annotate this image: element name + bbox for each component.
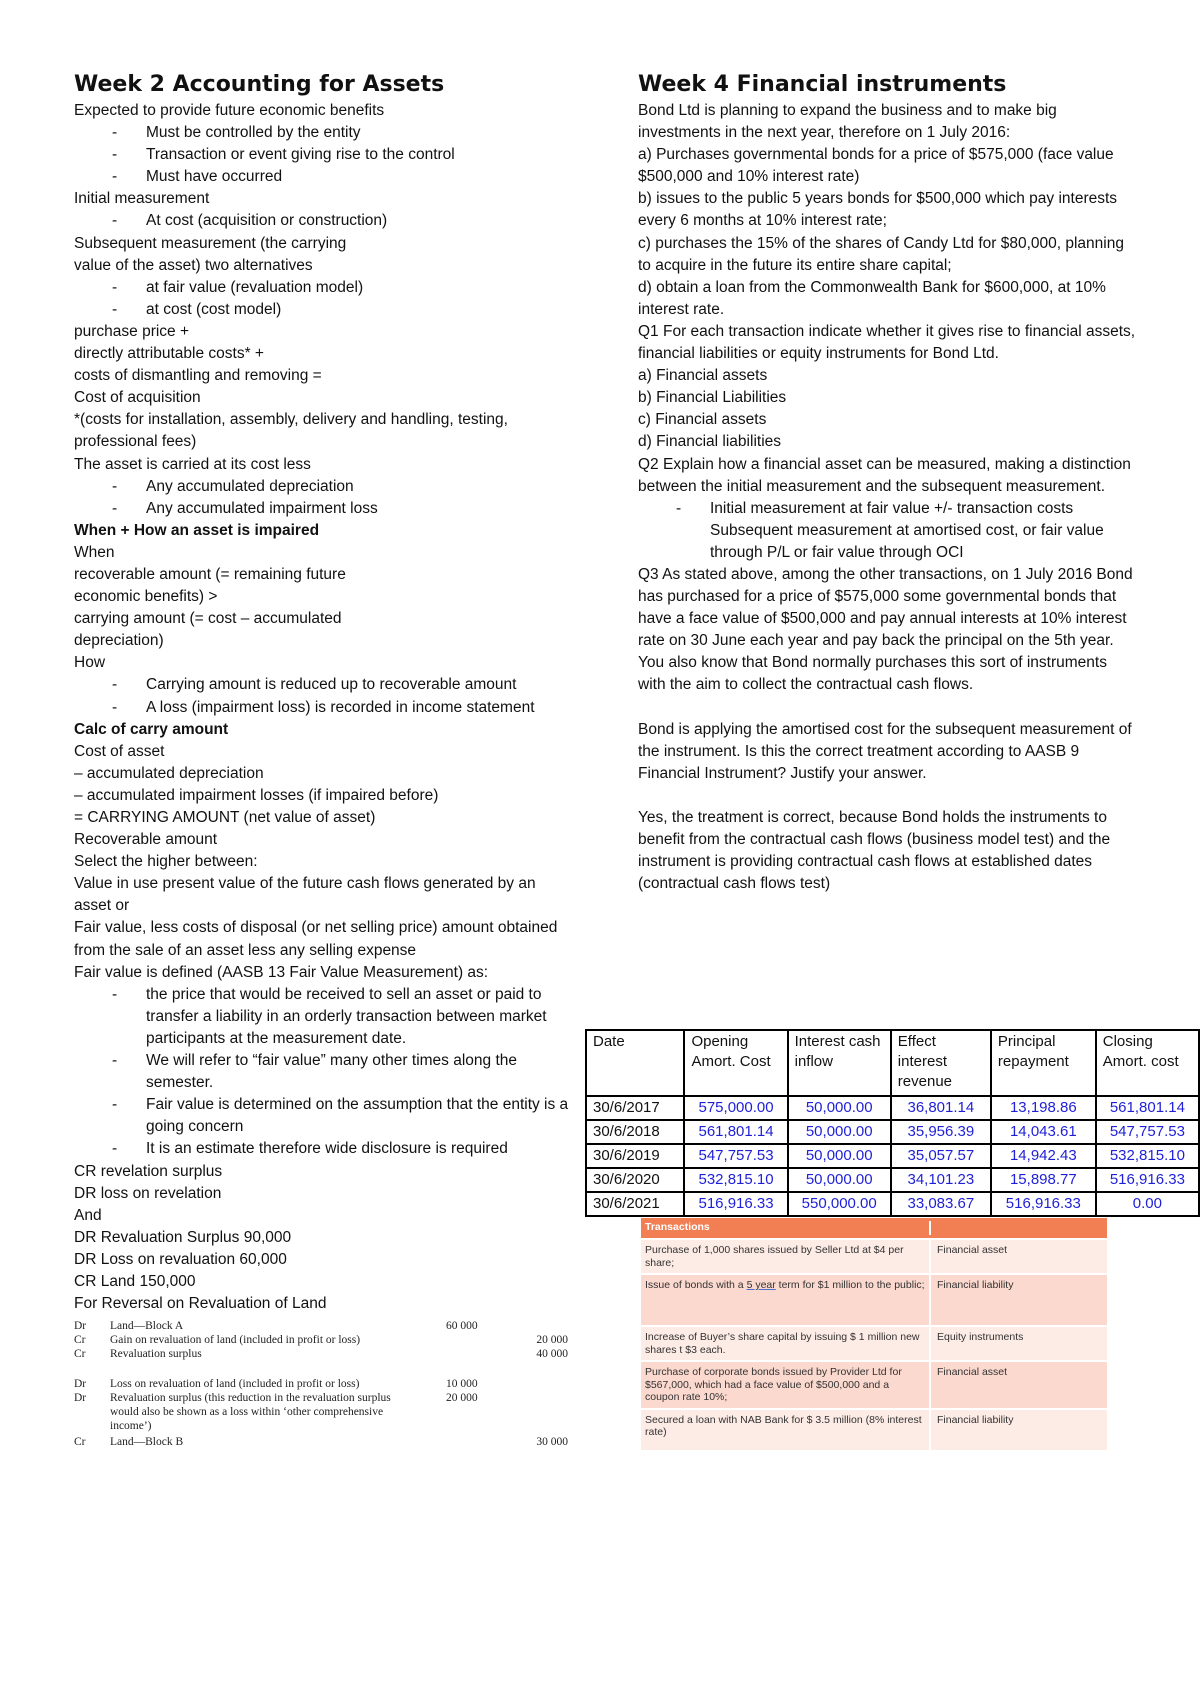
right-column xyxy=(638,72,1138,895)
list-item: - Must be controlled by the entity xyxy=(74,122,574,144)
list-item: - It is an estimate therefore wide disclosure is required xyxy=(74,1138,666,1160)
transactions-header xyxy=(641,1218,1107,1238)
table-cell: 15,898.77 xyxy=(991,1168,1096,1192)
transaction-type: Financial liability xyxy=(937,1279,1014,1291)
text-line: Cost of acquisition xyxy=(74,389,201,407)
journal-credit xyxy=(506,1319,568,1333)
subsequent-measurement-list xyxy=(74,277,574,321)
table-cell: 561,801.14 xyxy=(1096,1096,1199,1120)
list-item: - at fair value (revaluation model) xyxy=(74,277,574,299)
transaction-item: c) purchases the 15% of the shares of Candy Ltd for $80,000, planning to acquire in the future its entire share capital; xyxy=(638,234,1124,274)
journal-credit xyxy=(506,1377,568,1391)
journal-row xyxy=(74,1377,574,1391)
text-line: Fair value, less costs of disposal (or net selling price) amount obtained from the sale of an asset less any selling expense xyxy=(74,919,558,959)
transaction-desc-text: Issue of bonds with a xyxy=(645,1279,747,1291)
initial-measurement-heading: Initial measurement xyxy=(74,190,210,208)
transaction-type: Financial asset xyxy=(937,1366,1008,1378)
list-item: - at cost (cost model) xyxy=(74,299,574,321)
question-1: Q1 For each transaction indicate whether it gives rise to financial assets, financial liabilities or equity instruments for Bond Ltd. xyxy=(638,322,1136,363)
list-item: - the price that would be received to sell an asset or paid to transfer a liability in an orderly transaction between market participants at the measurement date. xyxy=(74,984,574,1050)
journal-credit: 40 000 xyxy=(536,1348,568,1361)
journal-dc: Cr xyxy=(74,1436,86,1449)
journal-dc: Cr xyxy=(74,1334,86,1347)
journal-row xyxy=(74,1319,574,1333)
transaction-desc-text: Increase of Buyer’s share capital by issuing $ 1 million new shares t $3 each. xyxy=(645,1331,920,1356)
table-cell: 575,000.00 xyxy=(684,1096,787,1120)
journal-credit: 20 000 xyxy=(536,1334,568,1347)
journal-debit: 10 000 xyxy=(446,1378,478,1391)
impairment-how-list xyxy=(74,674,574,718)
q1-answer: a) Financial assets xyxy=(638,367,768,385)
week2-title: Week 2 Accounting for Assets xyxy=(74,72,445,97)
table-row xyxy=(586,1192,1199,1216)
transaction-desc xyxy=(641,1362,931,1408)
col-header: Closing Amort. cost xyxy=(1096,1030,1199,1096)
journal-row xyxy=(74,1435,574,1449)
list-item: - Any accumulated depreciation xyxy=(74,476,574,498)
question-3: Q3 As stated above, among the other transactions, on 1 July 2016 Bond has purchased for a price of $575,000 some governmental bonds that have a face value of $500,000 and pay annual interests at 10% interest rate on 30 June each year and pay back the principal on the 5th year. xyxy=(638,565,1133,650)
journal-credit xyxy=(506,1391,568,1433)
q2-answer-list xyxy=(638,498,1138,564)
text-line: DR Loss on revaluation 60,000 xyxy=(74,1250,287,1268)
journal-row xyxy=(74,1333,574,1347)
list-item: - We will refer to “fair value” many other times along the semester. xyxy=(74,1050,574,1094)
text-line: When xyxy=(74,543,115,561)
table-header-row xyxy=(586,1030,1199,1096)
journal-debit xyxy=(446,1435,506,1449)
table-cell: 516,916.33 xyxy=(991,1192,1096,1216)
date-cell: 30/6/2019 xyxy=(586,1144,684,1168)
amortisation-table xyxy=(585,1029,1200,1217)
journal-dc: Dr xyxy=(74,1378,87,1391)
table-cell: 33,083.67 xyxy=(891,1192,991,1216)
col-header: Effect interest revenue xyxy=(891,1030,991,1096)
table-cell: 547,757.53 xyxy=(684,1144,787,1168)
journal-debit xyxy=(446,1347,506,1361)
table-cell: 50,000.00 xyxy=(788,1120,891,1144)
left-column xyxy=(74,72,574,1449)
col-header: Interest cash inflow xyxy=(788,1030,891,1096)
transaction-type: Financial liability xyxy=(937,1413,1014,1426)
text-line: How xyxy=(74,654,106,672)
transaction-desc-underlined: 5 year xyxy=(746,1279,776,1291)
journal-desc: Gain on revaluation of land (included in profit or loss) xyxy=(110,1334,361,1347)
transaction-desc-text: Purchase of 1,000 shares issued by Seller Ltd at $4 per share; xyxy=(645,1244,904,1269)
table-cell: 50,000.00 xyxy=(788,1096,891,1120)
journal-dc: Dr xyxy=(74,1392,87,1405)
col-header: Principal repayment xyxy=(991,1030,1096,1096)
journal-desc: Land—Block A xyxy=(110,1320,184,1333)
list-item: - Must have occurred xyxy=(74,166,574,188)
transactions-header-label: Transactions xyxy=(645,1221,931,1235)
text-line: And xyxy=(74,1206,102,1224)
asset-criteria-list xyxy=(74,122,574,188)
question-3-context: You also know that Bond normally purchases this sort of instruments with the aim to collect the contractual cash flows. xyxy=(638,654,1107,694)
text-line: – accumulated depreciation xyxy=(74,764,264,782)
transaction-type: Financial asset xyxy=(937,1244,1008,1256)
table-cell: 50,000.00 xyxy=(788,1168,891,1192)
text-line: CR Land 150,000 xyxy=(74,1272,196,1290)
text-line: costs of dismantling and removing = xyxy=(74,367,322,385)
q2-answer: - Initial measurement at fair value +/- transaction costs Subsequent measurement at amortised cost, or fair value through P/L or fair value through OCI xyxy=(638,498,1140,564)
q1-answer: b) Financial Liabilities xyxy=(638,389,787,407)
journal-dc: Dr xyxy=(74,1320,87,1333)
table-row xyxy=(641,1238,1107,1273)
text-line: = CARRYING AMOUNT (net value of asset) xyxy=(74,809,376,826)
text-line: *(costs for installation, assembly, delivery and handling, testing, professional fees) xyxy=(74,411,508,451)
journal-dc: Cr xyxy=(74,1348,86,1361)
text-line: – accumulated impairment losses (if impaired before) xyxy=(74,786,439,804)
table-cell: 516,916.33 xyxy=(684,1192,787,1216)
table-row xyxy=(641,1408,1107,1450)
table-cell: 547,757.53 xyxy=(1096,1120,1199,1144)
table-cell: 34,101.23 xyxy=(891,1168,991,1192)
table-cell: 561,801.14 xyxy=(684,1120,787,1144)
date-cell: 30/6/2018 xyxy=(586,1120,684,1144)
col-header: Opening Amort. Cost xyxy=(684,1030,787,1096)
table-row xyxy=(641,1360,1107,1408)
text-line: Fair value is defined (AASB 13 Fair Value Measurement) as: xyxy=(74,963,489,981)
table-cell: 50,000.00 xyxy=(788,1144,891,1168)
text-line: Value in use present value of the future cash flows generated by an asset or xyxy=(74,875,536,915)
impaired-heading: When + How an asset is impaired xyxy=(74,521,320,539)
table-cell: 532,815.10 xyxy=(684,1168,787,1192)
transaction-desc-text: Purchase of corporate bonds issued by Provider Ltd for $567,000, which had a face value of $500,000 and a coupon rate 10%; xyxy=(645,1366,902,1403)
journal-desc: Revaluation surplus (this reduction in the revaluation surplus would also be shown as a loss within ‘other comprehensive income’) xyxy=(110,1392,391,1433)
fi-intro: Bond Ltd is planning to expand the business and to make big investments in the next year, therefore on 1 July 2016: xyxy=(638,102,1057,142)
transaction-desc-text: term for $1 million to the public; xyxy=(775,1279,925,1291)
table-row xyxy=(586,1144,1199,1168)
text-line: carrying amount (= cost – accumulated depreciation) xyxy=(74,610,342,650)
list-item: - Carrying amount is reduced up to recoverable amount xyxy=(74,674,574,696)
question-3-ask: Bond is applying the amortised cost for the subsequent measurement of the instrument. Is this the correct treatment according to AASB 9 Financial Instrument? Justify your answer. xyxy=(638,720,1132,782)
text-line: purchase price + xyxy=(74,322,190,340)
text-line: directly attributable costs* + xyxy=(74,345,264,363)
table-cell: 0.00 xyxy=(1096,1192,1199,1216)
text-line: Select the higher between: xyxy=(74,853,258,871)
list-item: - Any accumulated impairment loss xyxy=(74,498,574,520)
journal-credit: 30 000 xyxy=(536,1436,568,1449)
table-cell: 35,057.57 xyxy=(891,1144,991,1168)
journal-row xyxy=(74,1347,574,1361)
journal-debit: 60 000 xyxy=(446,1320,478,1333)
table-row xyxy=(641,1273,1107,1325)
transaction-desc xyxy=(641,1327,931,1360)
journal-debit xyxy=(446,1333,506,1347)
journal-row xyxy=(74,1391,574,1433)
list-item: - Fair value is determined on the assumption that the entity is a going concern xyxy=(74,1094,574,1138)
carried-less-list xyxy=(74,476,574,520)
calc-heading: Calc of carry amount xyxy=(74,720,229,738)
question-2: Q2 Explain how a financial asset can be measured, making a distinction between the initial measurement and the subsequent measurement. xyxy=(638,455,1131,495)
transaction-desc xyxy=(641,1240,931,1273)
revaluation-journal xyxy=(74,1319,574,1449)
col-header: Date xyxy=(586,1030,684,1096)
journal-desc: Revaluation surplus xyxy=(110,1348,202,1361)
table-row xyxy=(586,1120,1199,1144)
date-cell: 30/6/2020 xyxy=(586,1168,684,1192)
journal-desc: Land—Block B xyxy=(110,1436,184,1449)
text-line: Cost of asset xyxy=(74,742,165,760)
transactions-table xyxy=(641,1218,1107,1450)
text-line: recoverable amount (= remaining future economic benefits) > xyxy=(74,565,346,606)
journal-desc: Loss on revaluation of land (included in profit or loss) xyxy=(110,1378,360,1391)
table-cell: 35,956.39 xyxy=(891,1120,991,1144)
transaction-desc xyxy=(641,1275,931,1325)
date-cell: 30/6/2021 xyxy=(586,1192,684,1216)
subsequent-measurement-heading: Subsequent measurement (the carrying value of the asset) two alternatives xyxy=(74,234,347,274)
transaction-item: a) Purchases governmental bonds for a price of $575,000 (face value $500,000 and 10% interest rate) xyxy=(638,146,1114,186)
table-cell: 550,000.00 xyxy=(788,1192,891,1216)
text-line: For Reversal on Revaluation of Land xyxy=(74,1295,327,1313)
text-line: Recoverable amount xyxy=(74,831,218,849)
transaction-type: Equity instruments xyxy=(937,1331,1024,1343)
table-row xyxy=(586,1096,1199,1120)
table-cell: 13,198.86 xyxy=(991,1096,1096,1120)
text-line: DR loss on revelation xyxy=(74,1184,222,1202)
table-cell: 36,801.14 xyxy=(891,1096,991,1120)
transaction-item: d) obtain a loan from the Commonwealth Bank for $600,000, at 10% interest rate. xyxy=(638,278,1106,318)
table-cell: 14,942.43 xyxy=(991,1144,1096,1168)
table-cell: 532,815.10 xyxy=(1096,1144,1199,1168)
text-line: CR revelation surplus xyxy=(74,1162,223,1180)
date-cell: 30/6/2017 xyxy=(586,1096,684,1120)
text-line: DR Revaluation Surplus 90,000 xyxy=(74,1228,292,1246)
text-line: The asset is carried at its cost less xyxy=(74,455,311,473)
transaction-desc xyxy=(641,1410,931,1450)
list-item: - Transaction or event giving rise to the control xyxy=(74,144,574,166)
week4-title: Week 4 Financial instruments xyxy=(638,72,1007,97)
transaction-item: b) issues to the public 5 years bonds for $500,000 which pay interests every 6 months at 10% interest rate; xyxy=(638,190,1118,230)
q3-answer: Yes, the treatment is correct, because Bond holds the instruments to benefit from the contractual cash flows (business model test) and the instrument is providing contractual cash flows at established dates (contractual cash flows test) xyxy=(638,808,1111,893)
table-row xyxy=(641,1325,1107,1360)
list-item: - At cost (acquisition or construction) xyxy=(74,210,574,232)
q1-answer: d) Financial liabilities xyxy=(638,433,782,451)
transaction-desc-text: Secured a loan with NAB Bank for $ 3.5 million (8% interest rate) xyxy=(645,1413,922,1438)
table-row xyxy=(586,1168,1199,1192)
list-item: - A loss (impairment loss) is recorded in income statement xyxy=(74,697,574,719)
assets-intro: Expected to provide future economic benefits xyxy=(74,102,385,119)
initial-measurement-list xyxy=(74,210,574,232)
q1-answer: c) Financial assets xyxy=(638,411,767,429)
fair-value-list xyxy=(74,984,574,1161)
journal-debit: 20 000 xyxy=(446,1392,478,1405)
table-cell: 516,916.33 xyxy=(1096,1168,1199,1192)
table-cell: 14,043.61 xyxy=(991,1120,1096,1144)
